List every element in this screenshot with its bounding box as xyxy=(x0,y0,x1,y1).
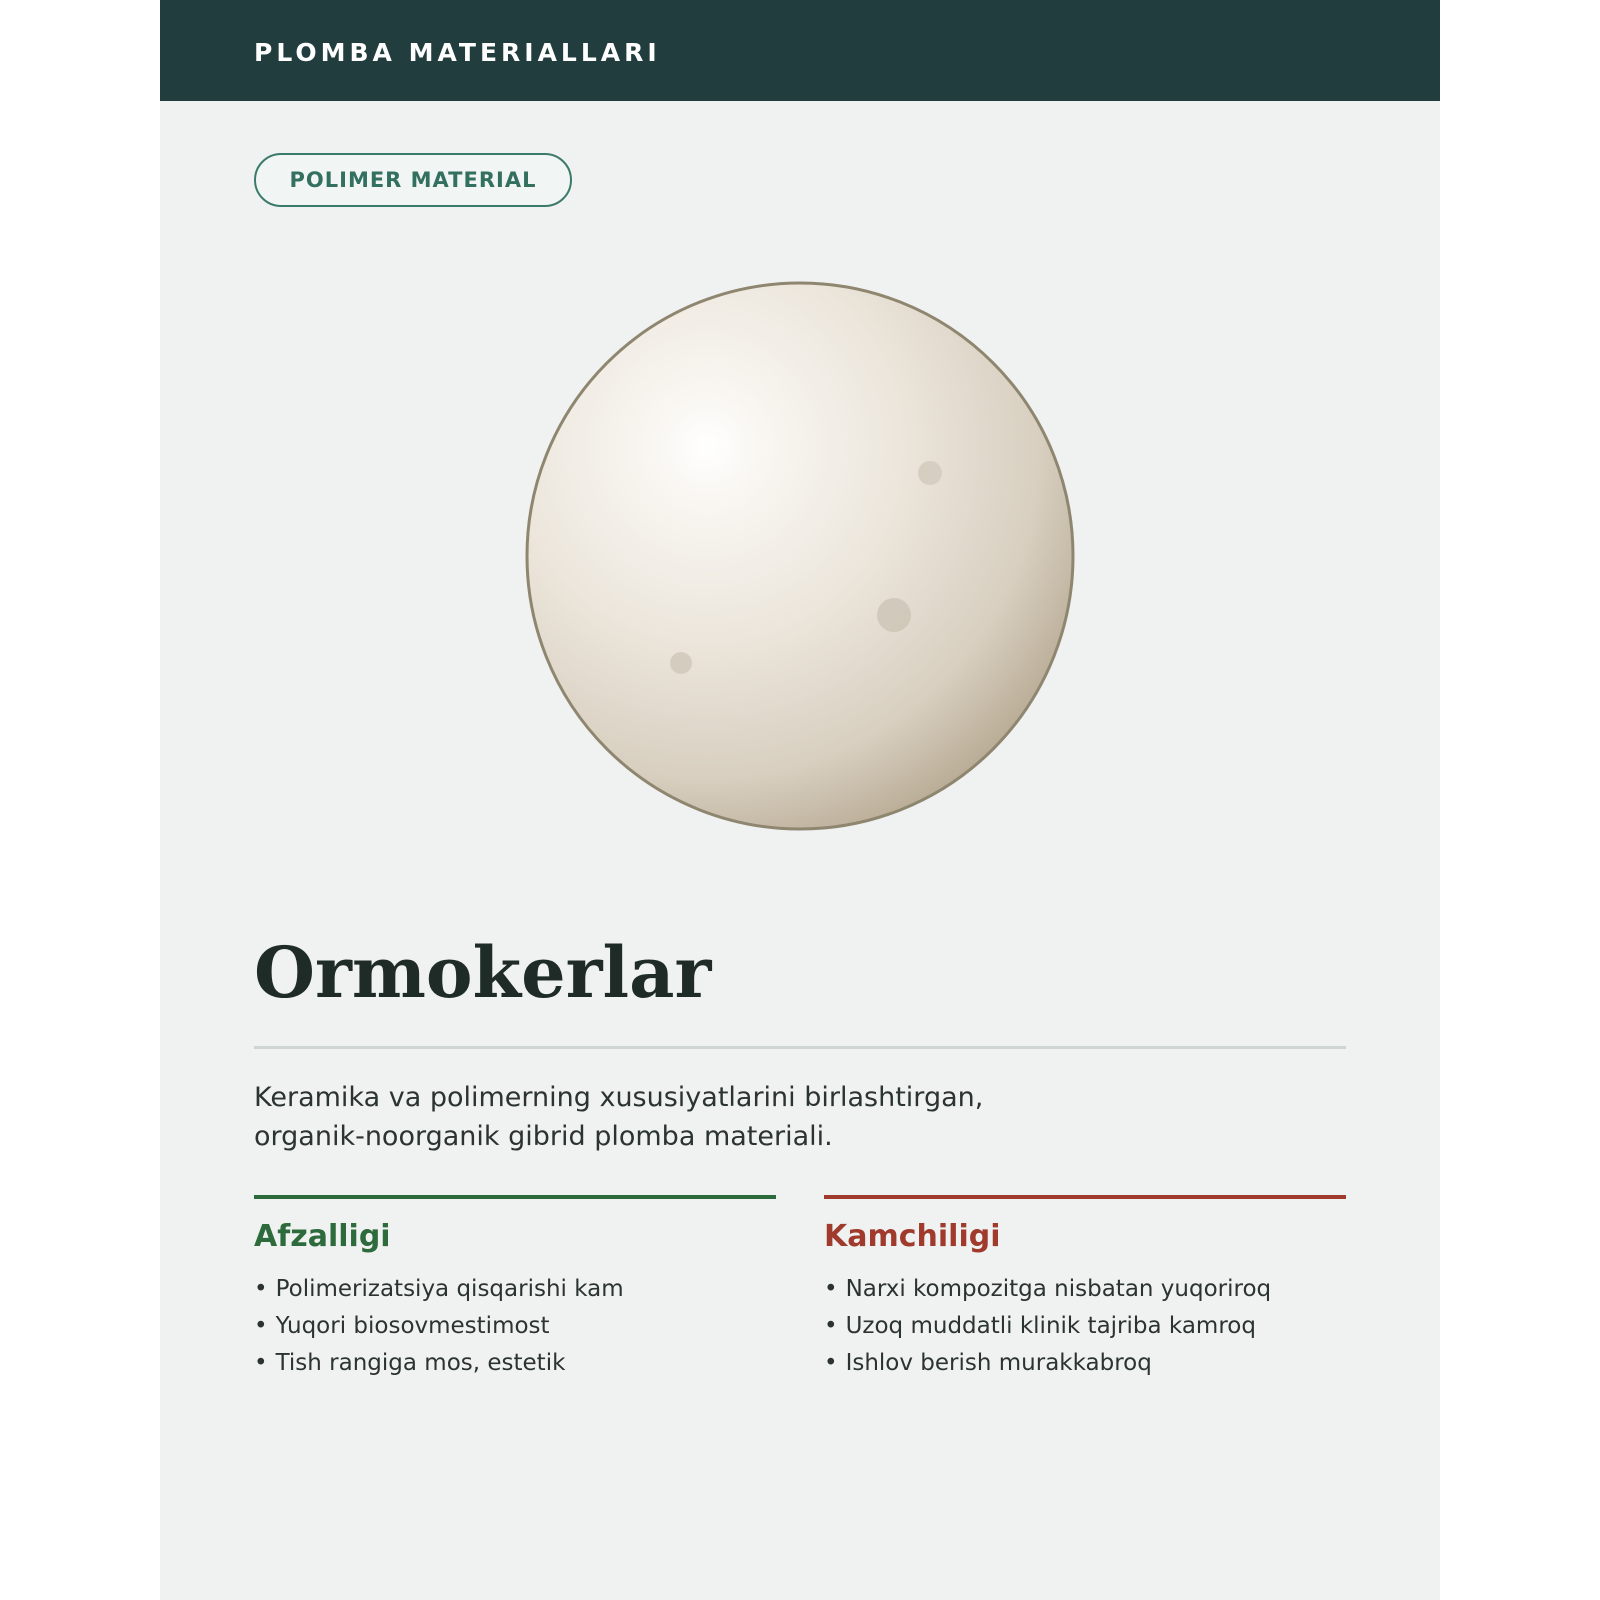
sphere-body xyxy=(527,283,1073,829)
title-divider xyxy=(254,1046,1346,1049)
disadvantages-list xyxy=(824,1271,1346,1382)
advantage-item-text: Yuqori biosovmestimost xyxy=(275,1313,550,1339)
disadvantage-item-text: Uzoq muddatli klinik tajriba kamroq xyxy=(845,1313,1256,1339)
advantage-item xyxy=(254,1308,776,1345)
disadvantages-heading: Kamchiligi xyxy=(824,1219,1001,1254)
sphere-speck xyxy=(918,461,942,485)
disadvantage-item xyxy=(824,1271,1346,1308)
advantages-rule xyxy=(254,1195,776,1199)
disadvantage-item-text: Narxi kompozitga nisbatan yuqoriroq xyxy=(845,1276,1272,1302)
disadvantage-item xyxy=(824,1345,1346,1382)
disadvantages-rule xyxy=(824,1195,1346,1199)
advantages-section xyxy=(254,1195,776,1382)
material-sphere-svg xyxy=(524,280,1076,832)
disadvantage-item-text: Ishlov berish murakkabroq xyxy=(845,1350,1152,1376)
disadvantage-item xyxy=(824,1308,1346,1345)
material-description xyxy=(254,1078,1346,1156)
description-line: organik-noorganik gibrid plomba materiali. xyxy=(254,1121,833,1152)
advantage-item-text: Tish rangiga mos, estetik xyxy=(275,1350,566,1376)
page-title: Ormokerlar xyxy=(254,931,712,1014)
material-card xyxy=(160,0,1440,1600)
disadvantages-section xyxy=(824,1195,1346,1382)
advantage-item-text: Polimerizatsiya qisqarishi kam xyxy=(275,1276,624,1302)
header-title: PLOMBA MATERIALLARI xyxy=(254,38,661,67)
description-line: Keramika va polimerning xususiyatlarini birlashtirgan, xyxy=(254,1082,984,1113)
header-bar xyxy=(160,0,1440,101)
advantage-item xyxy=(254,1345,776,1382)
bullet-icon: • xyxy=(254,1350,268,1376)
material-sphere-icon xyxy=(524,280,1076,832)
category-badge-label: POLIMER MATERIAL xyxy=(289,168,537,192)
bullet-icon: • xyxy=(824,1313,838,1339)
advantage-item xyxy=(254,1271,776,1308)
advantages-list xyxy=(254,1271,776,1382)
category-badge xyxy=(254,153,572,207)
bullet-icon: • xyxy=(254,1313,268,1339)
bullet-icon: • xyxy=(824,1276,838,1302)
sphere-speck xyxy=(877,598,911,632)
bullet-icon: • xyxy=(254,1276,268,1302)
bullet-icon: • xyxy=(824,1350,838,1376)
sphere-speck xyxy=(670,652,692,674)
advantages-heading: Afzalligi xyxy=(254,1219,391,1254)
